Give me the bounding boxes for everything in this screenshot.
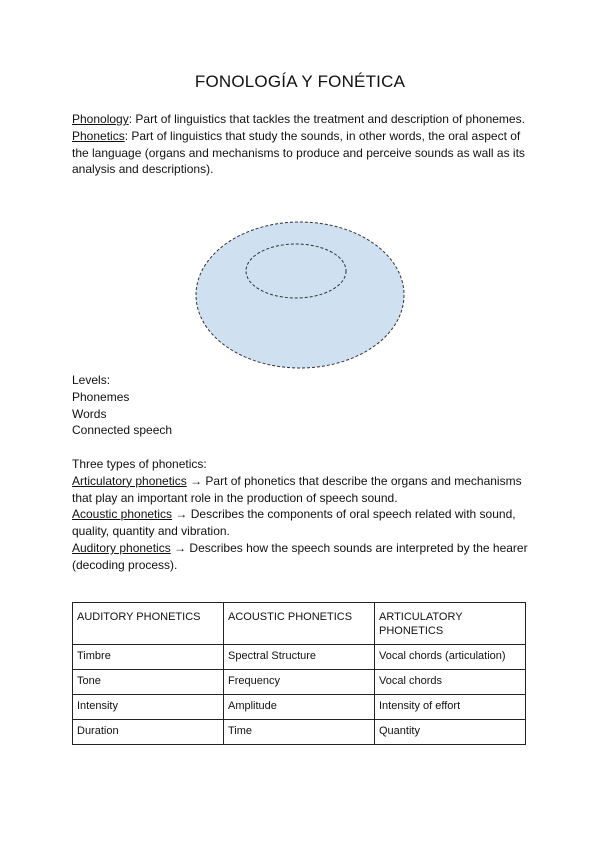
phonetics-term: Auditory phonetics	[72, 540, 171, 555]
table-cell: Time	[224, 720, 375, 745]
definition-phonology	[72, 111, 532, 128]
table-cell: Quantity	[375, 720, 526, 745]
phonetics-text: → Describes the components of oral speech related with sound, quality, quantity and vibration.	[72, 507, 516, 539]
table-cell: Frequency	[224, 670, 375, 695]
table-cell: Intensity of effort	[375, 695, 526, 720]
definitions-block	[72, 111, 532, 178]
definition-term: Phonetics	[72, 128, 125, 143]
table-header-cell: AUDITORY PHONETICS	[73, 603, 224, 645]
table-row	[73, 645, 526, 670]
table-header-row	[73, 603, 526, 645]
levels-heading: Levels:	[72, 373, 111, 387]
phonetics-auditory	[72, 540, 532, 574]
list-item: Words	[72, 406, 107, 421]
table-row	[73, 670, 526, 695]
table-row	[73, 695, 526, 720]
concentric-ellipses-diagram	[194, 220, 406, 370]
definition-text: : Part of linguistics that tackles the treatment and description of phonemes.	[128, 112, 525, 126]
table-cell: Vocal chords	[375, 670, 526, 695]
table-cell: Spectral Structure	[224, 645, 375, 670]
phonetics-term: Acoustic phonetics	[72, 507, 173, 522]
table-cell: Intensity	[73, 695, 224, 720]
phonetics-heading: Three types of phonetics:	[72, 457, 207, 471]
phonetics-text: → Describes how the speech sounds are interpreted by the hearer (decoding process).	[72, 540, 528, 572]
phonetics-table-wrapper	[72, 602, 526, 745]
definition-phonetics	[72, 128, 532, 178]
definition-term: Phonology	[72, 112, 129, 126]
table-cell: Vocal chords (articulation)	[375, 645, 526, 670]
phonetics-comparison-table	[72, 602, 526, 745]
levels-list	[72, 372, 532, 439]
outer-ellipse	[196, 222, 404, 368]
table-header-cell: ACOUSTIC PHONETICS	[224, 603, 375, 645]
list-item: Connected speech	[72, 423, 173, 438]
list-item: Phonemes	[72, 389, 130, 404]
table-cell: Timbre	[73, 645, 224, 670]
table-cell: Tone	[73, 670, 224, 695]
table-header-cell: ARTICULATORY PHONETICS	[375, 603, 526, 645]
page-title: FONOLOGÍA Y FONÉTICA	[194, 72, 406, 91]
phonetics-articulatory	[72, 473, 532, 507]
phonetics-text: → Part of phonetics that describe the organs and mechanisms that play an important role in the production of speech sound.	[72, 473, 522, 505]
table-cell: Duration	[73, 720, 224, 745]
definition-text: : Part of linguistics that study the sounds, in other words, the oral aspect of the language (organs and mechanisms to produce and perceive sounds as wall as its analysis and descriptions).	[72, 128, 525, 177]
table-cell: Amplitude	[224, 695, 375, 720]
phonetics-types	[72, 456, 532, 574]
table-row	[73, 720, 526, 745]
phonetics-term: Articulatory phonetics	[72, 473, 187, 488]
phonetics-acoustic	[72, 506, 532, 540]
